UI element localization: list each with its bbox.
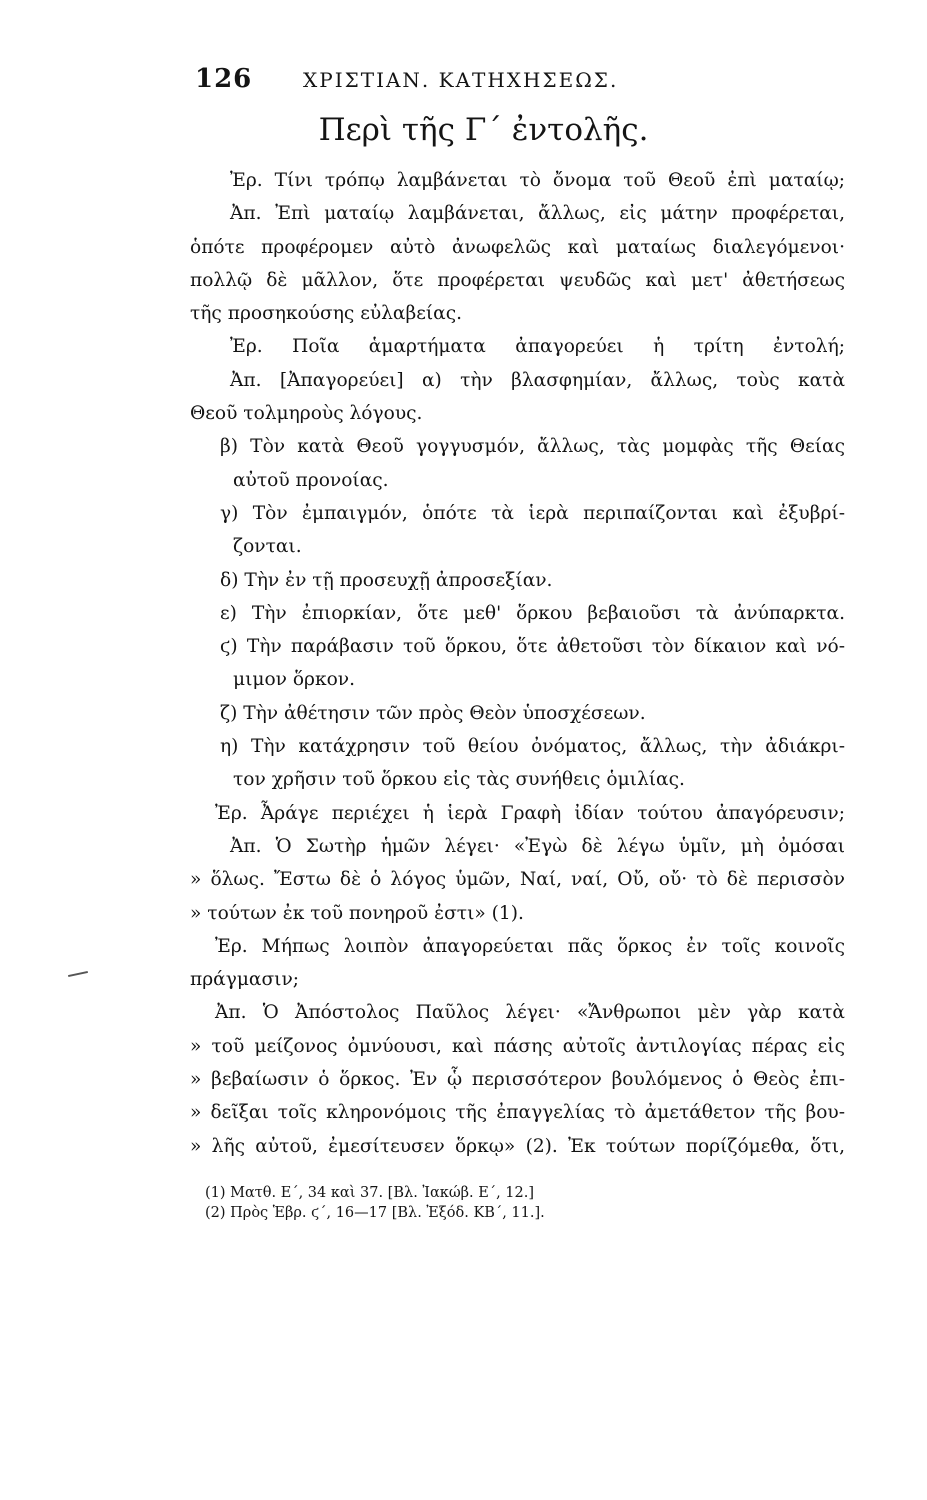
text-line: αὐτοῦ προνοίας. [233,469,389,491]
text-line: ζονται. [233,536,302,558]
text-line: δ) Τὴν ἐν τῇ προσευχῇ ἀπροσεξίαν. [220,569,553,591]
text-line: ϛ) Τὴν παράβασιν τοῦ ὅρκου, ὅτε ἀθετοῦσι τὸν δίκαιον καὶ νό- [220,636,845,658]
text-line: » τούτων ἐκ τοῦ πονηροῦ ἐστι» (1). [190,902,524,924]
footnote: (1) Ματθ. Ε΄, 34 καὶ 37. [Βλ. Ἰακώβ. Ε΄, 12.] [205,1185,535,1201]
running-title: ΧΡΙΣΤΙΑΝ. ΚΑΤΗΧΗΣΕΩΣ. [303,68,619,92]
running-head [195,64,665,104]
page-number: 126 [195,64,253,94]
text-line: Ἐρ. Τίνι τρόπῳ λαμβάνεται τὸ ὄνομα τοῦ Θεοῦ ἐπὶ ματαίῳ; [230,170,845,191]
text-line: Ἀπ. Ὁ Σωτὴρ ἡμῶν λέγει· «Ἐγὼ δὲ λέγω ὑμῖν, μὴ ὀμόσαι [230,835,845,857]
text-line: » λῆς αὐτοῦ, ἐμεσίτευσεν ὅρκῳ» (2). Ἐκ τούτων πορίζόμεθα, ὅτι, [190,1135,845,1157]
text-line: Ἐρ. Μήπως λοιπὸν ἀπαγορεύεται πᾶς ὅρκος ἐν τοῖς κοινοῖς [215,935,845,957]
text-line: Ἀπ. Ἐπὶ ματαίῳ λαμβάνεται, ἄλλως, εἰς μάτην προφέρεται, [230,203,845,225]
text-line: Ἐρ. Ἆράγε περιέχει ἡ ἱερὰ Γραφὴ ἰδίαν τούτου ἀπαγόρευσιν; [215,802,845,824]
text-line: » δεῖξαι τοῖς κληρονόμοις τῆς ἐπαγγελίας τὸ ἀμετάθετον τῆς βου- [190,1102,845,1124]
text-line: τον χρῆσιν τοῦ ὅρκου εἰς τὰς συνήθεις ὁμιλίας. [233,769,685,791]
text-line: » ὅλως. Ἔστω δὲ ὁ λόγος ὑμῶν, Ναί, ναί, Οὔ, οὔ· τὸ δὲ περισσὸν [190,869,845,891]
text-line: γ) Τὸν ἐμπαιγμόν, ὁπότε τὰ ἱερὰ περιπαίζονται καὶ ἐξυβρί- [220,502,845,524]
text-line: ὁπότε προφέρομεν αὐτὸ ἀνωφελῶς καὶ ματαίως διαλεγόμενοι· [190,236,845,258]
body-text [190,164,845,1163]
section-title: Περὶ τῆς Γ΄ ἐντολῆς. [318,112,649,148]
text-line: Θεοῦ τολμηροὺς λόγους. [190,403,423,425]
text-line: Ἀπ. [Ἀπαγορεύει] α) τὴν βλασφημίαν, ἄλλως, τοὺς κατὰ [230,369,845,391]
text-line: Ἀπ. Ὁ Ἀπόστολος Παῦλος λέγει· «Ἄνθρωποι μὲν γὰρ κατὰ [215,1002,845,1024]
text-line: πολλῷ δὲ μᾶλλον, ὅτε προφέρεται ψευδῶς καὶ μετ' ἀθετήσεως [190,269,845,291]
text-line: η) Τὴν κατάχρησιν τοῦ θείου ὀνόματος, ἄλλως, τὴν ἀδιάκρι- [220,736,845,758]
text-line: β) Τὸν κατὰ Θεοῦ γογγυσμόν, ἄλλως, τὰς μομφὰς τῆς Θείας [220,436,845,458]
text-line: » βεβαίωσιν ὁ ὅρκος. Ἐν ᾧ περισσότερον βουλόμενος ὁ Θεὸς ἐπι- [190,1069,845,1091]
footnote: (2) Πρὸς Ἑβρ. ϛ΄, 16—17 [Βλ. Ἐξόδ. ΚΒ΄, 11.]. [205,1205,545,1221]
text-line: πράγμασιν; [190,969,300,991]
text-line: Ἐρ. Ποῖα ἁμαρτήματα ἀπαγορεύει ἡ τρίτη ἐντολή; [230,336,845,358]
text-line: » τοῦ μείζονος ὀμνύουσι, καὶ πάσης αὐτοῖς ἀντιλογίας πέρας εἰς [190,1035,845,1057]
text-line: μιμον ὅρκον. [233,669,356,691]
footnotes [205,1183,765,1223]
text-line: τῆς προσηκούσης εὐλαβείας. [190,303,463,325]
text-line: ε) Τὴν ἐπιορκίαν, ὅτε μεθ' ὅρκου βεβαιοῦσι τὰ ἀνύπαρκτα. [220,602,845,624]
text-line: ζ) Τὴν ἀθέτησιν τῶν πρὸς Θεὸν ὑποσχέσεων. [220,702,646,724]
margin-mark [68,971,88,977]
